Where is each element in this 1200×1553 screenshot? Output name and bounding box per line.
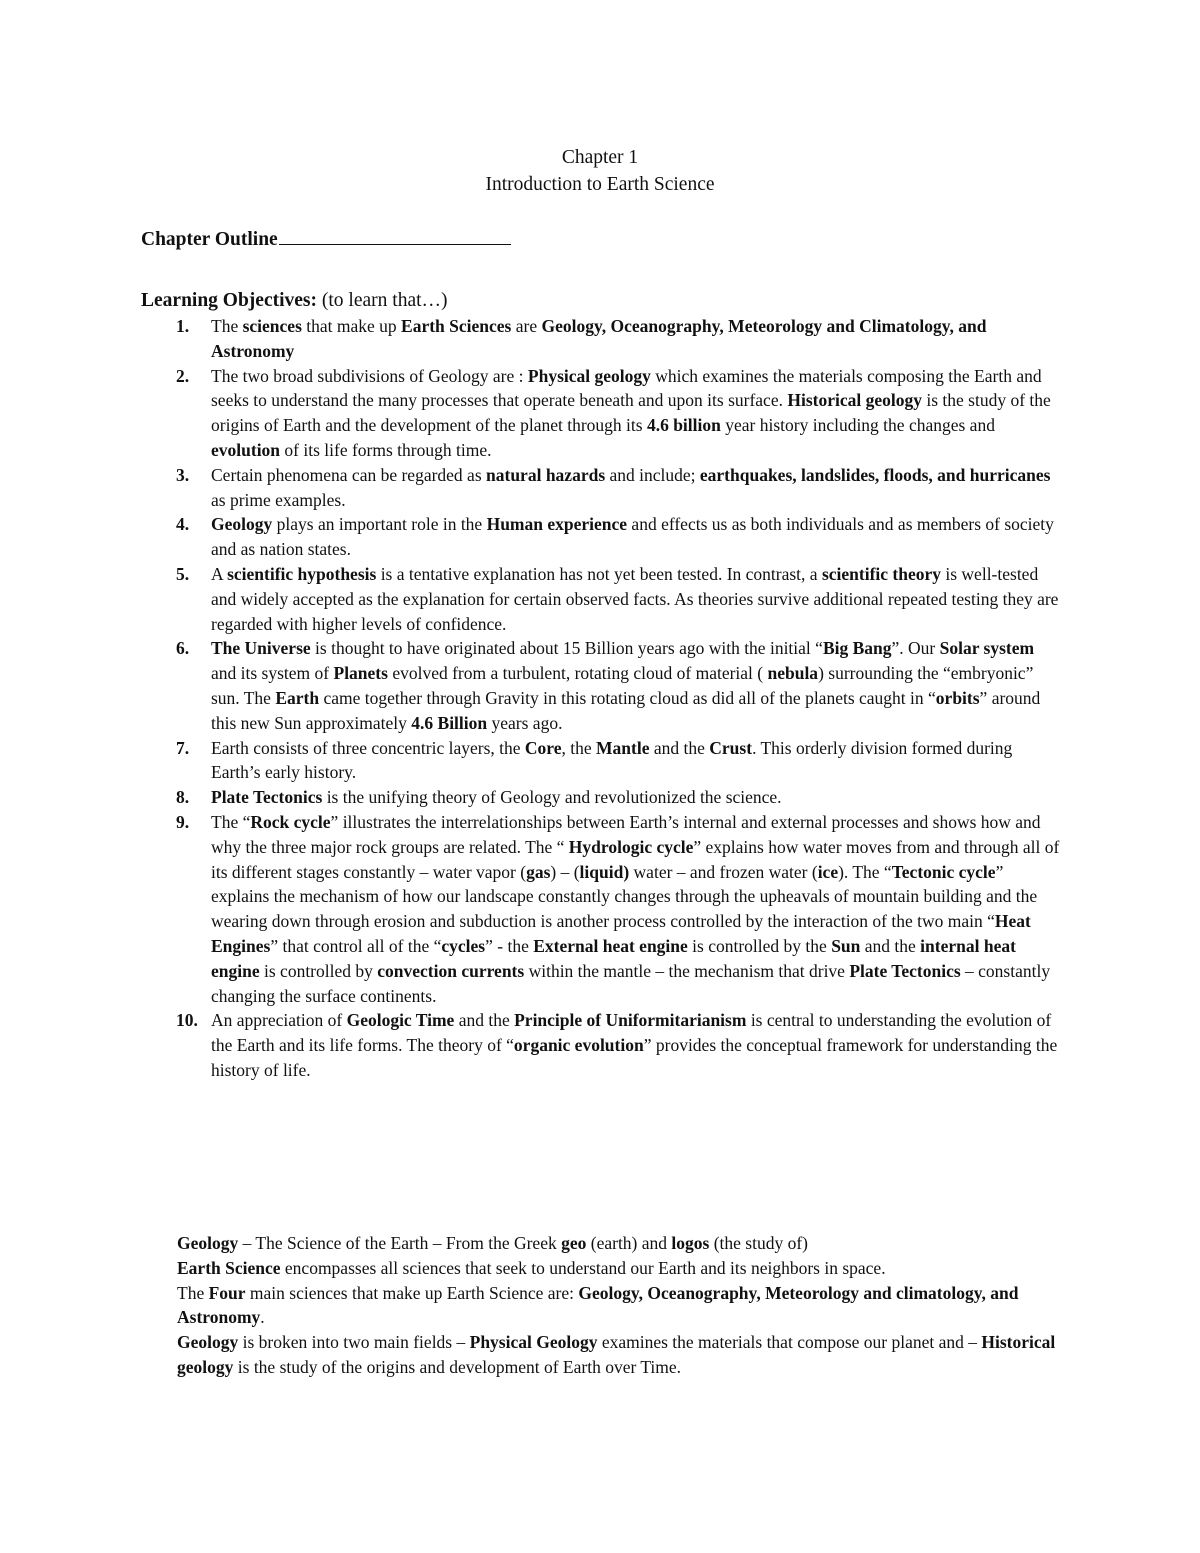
definition-line <box>177 1330 1067 1380</box>
objective-number: 9. <box>176 811 190 832</box>
objective-text: that make up <box>301 316 402 336</box>
objective-bold-term: scientific theory <box>821 563 941 584</box>
objective-text: is the study of the origins of Earth and the development of the planet through its <box>211 390 1051 436</box>
objective-number: 10. <box>176 1010 198 1031</box>
learning-objectives-list <box>0 314 1200 1083</box>
objective-number: 1. <box>176 316 190 336</box>
objective-item <box>0 736 1200 786</box>
objective-text: and the <box>860 935 921 956</box>
learning-objectives-heading <box>141 287 448 314</box>
objective-text: years ago. <box>487 712 563 733</box>
objective-bold-term: evolution <box>211 439 281 460</box>
definition-bold-term: geo <box>561 1233 587 1253</box>
objective-text: and effects us as both individuals and as members of society and as nation states. <box>211 514 1054 560</box>
objective-bold-term: natural hazards <box>486 464 606 485</box>
objective-text: ” that control all of the “ <box>270 935 442 956</box>
objective-text: is a tentative explanation has not yet been tested. In contrast, a <box>376 563 822 584</box>
definition-bold-term: Historical geology <box>177 1332 1056 1377</box>
objective-text: ). The “ <box>838 861 892 882</box>
objective-number: 6. <box>176 638 190 659</box>
definition-text: is the study of the origins and development of Earth over Time. <box>233 1356 682 1377</box>
definition-text: (earth) and <box>586 1233 672 1253</box>
objective-text: is well-tested and widely accepted as the explanation for certain observed facts. As theories survive additional repeated testing they are regarded with higher levels of confidence. <box>211 563 1059 634</box>
objective-text: Certain phenomena can be regarded as <box>211 464 487 485</box>
objective-text: which examines the materials composing the Earth and seeks to understand the many processes that operate beneath and upon its surface. <box>211 365 1042 411</box>
outline-underline-blank <box>279 224 511 245</box>
definition-bold-term: Four <box>208 1282 246 1303</box>
definition-text: – The Science of the Earth – From the Greek <box>238 1233 562 1253</box>
definition-text: is broken into two main fields – <box>238 1332 470 1353</box>
objective-text: ) surrounding the “embryonic” sun. The <box>211 663 1034 708</box>
objective-bold-term: Hydrologic cycle <box>568 836 694 857</box>
objective-bold-term: External heat engine <box>533 935 688 956</box>
objective-item <box>0 314 1200 364</box>
objective-bold-term: Geologic Time <box>346 1010 455 1031</box>
objective-item <box>0 785 1200 810</box>
objective-text: year history including the changes and <box>720 415 995 436</box>
objective-number: 3. <box>176 464 190 485</box>
objective-bold-term: 4.6 billion <box>646 415 721 436</box>
objective-bold-term: Rock cycle <box>250 811 331 832</box>
objective-text: as prime examples. <box>211 489 346 510</box>
objective-number: 2. <box>176 365 190 386</box>
objective-bold-term: Human experience <box>486 514 628 535</box>
objective-text: is controlled by the <box>687 935 832 956</box>
objective-text: The two broad subdivisions of Geology are : <box>211 365 528 386</box>
objective-item <box>0 1008 1200 1082</box>
objective-text: are <box>511 316 542 336</box>
definition-bold-term: logos <box>671 1233 710 1253</box>
definition-text: examines the materials that compose our planet and – <box>597 1332 982 1353</box>
objective-text: ) – ( <box>550 861 580 882</box>
definition-line <box>177 1231 1067 1256</box>
objective-bold-term: convection currents <box>377 960 525 981</box>
definition-line <box>177 1256 1067 1281</box>
definition-text: main sciences that make up Earth Science are: <box>245 1282 579 1303</box>
objective-bold-term: Earth Sciences <box>401 316 512 336</box>
definition-bold-term: Geology, Oceanography, Meteorology and climatology, and Astronomy <box>177 1282 1019 1328</box>
objective-number: 7. <box>176 737 190 758</box>
objective-bold-term: organic evolution <box>513 1035 644 1056</box>
objective-text: within the mantle – the mechanism that drive <box>524 960 850 981</box>
definition-line <box>177 1281 1067 1331</box>
objective-item <box>0 810 1200 1008</box>
objective-text: ” provides the conceptual framework for understanding the history of life. <box>211 1035 1058 1080</box>
definition-bold-term: Earth Science <box>177 1257 281 1278</box>
objective-bold-term: ice <box>817 861 839 882</box>
objective-bold-term: cycles <box>441 935 486 956</box>
objective-bold-term: Tectonic cycle <box>891 861 996 882</box>
chapter-number: Chapter 1 <box>561 147 639 168</box>
objective-text: and include; <box>605 464 700 485</box>
objective-item <box>0 636 1200 735</box>
objective-text: ” explains the mechanism of how our landscape constantly changes through the upheavals of mountain building and the wearing down through erosion and subduction is another process controlled by the interaction of the two main “ <box>211 861 1038 932</box>
objective-text: ” - the <box>485 935 534 956</box>
objective-bold-term: Heat Engines <box>211 911 1031 956</box>
objective-text: ” around this new Sun approximately <box>211 687 1041 733</box>
objective-bold-term: scientific hypothesis <box>227 563 377 584</box>
objective-text: of its life forms through time. <box>280 439 492 460</box>
objective-text: evolved from a turbulent, rotating cloud of material ( <box>387 663 768 684</box>
definition-bold-term: Physical Geology <box>469 1332 598 1353</box>
chapter-outline-label: Chapter Outline <box>141 229 278 250</box>
definitions-block <box>177 1231 1067 1380</box>
learning-objectives-subheading: (to learn that…) <box>321 290 448 311</box>
objective-bold-term: internal heat engine <box>211 935 1016 981</box>
objective-text: and its system of <box>211 663 334 684</box>
objective-text: ”. Our <box>891 638 940 659</box>
objective-number: 5. <box>176 563 190 584</box>
objective-bold-term: liquid) <box>579 861 630 882</box>
objective-text: A <box>211 563 228 584</box>
objective-text: water – and frozen water ( <box>629 861 818 882</box>
objective-bold-term: Planets <box>333 663 388 684</box>
objective-bold-term: Plate Tectonics <box>211 787 323 808</box>
objective-bold-term: Sun <box>831 935 861 956</box>
objective-text: ” illustrates the interrelationships between Earth’s internal and external processes and shows how and why the three major rock groups are related. The “ <box>211 811 1041 857</box>
objective-bold-term: Physical geology <box>527 365 651 386</box>
definition-text: The <box>177 1282 209 1303</box>
objective-bold-term: gas <box>526 861 551 882</box>
objective-number: 4. <box>176 514 190 535</box>
objective-bold-term: earthquakes, landslides, floods, and hurricanes <box>699 464 1051 485</box>
objective-text: ” explains how water moves from and through all of its different stages constantly – water vapor ( <box>211 836 1060 882</box>
objective-number: 8. <box>176 787 190 808</box>
objective-text: The “ <box>211 811 251 832</box>
objective-bold-term: Geology, Oceanography, Meteorology and Climatology, and Astronomy <box>211 316 987 361</box>
objective-bold-term: orbits <box>935 687 980 708</box>
objective-item <box>0 562 1200 636</box>
objective-bold-term: Crust <box>709 737 753 758</box>
objective-bold-term: 4.6 Billion <box>411 712 488 733</box>
definition-bold-term: Geology <box>177 1332 239 1353</box>
objective-bold-term: Geology <box>211 514 273 535</box>
objective-text: is the unifying theory of Geology and revolutionized the science. <box>322 787 782 808</box>
objective-text: and the <box>454 1010 515 1031</box>
chapter-outline-heading <box>141 224 511 253</box>
objective-text: plays an important role in the <box>272 514 487 535</box>
objective-bold-term: The Universe <box>211 638 311 659</box>
objective-bold-term: Plate Tectonics <box>849 960 961 981</box>
definition-text: (the study of) <box>709 1233 809 1253</box>
objective-text: The <box>211 316 243 336</box>
chapter-title: Introduction to Earth Science <box>485 174 715 195</box>
definition-text: encompasses all sciences that seek to understand our Earth and its neighbors in space. <box>280 1257 886 1278</box>
definition-bold-term: Geology <box>177 1233 239 1253</box>
objective-text: is thought to have originated about 15 Billion years ago with the initial “ <box>310 638 823 659</box>
learning-objectives-label: Learning Objectives: <box>141 290 318 311</box>
objective-bold-term: Earth <box>275 687 320 708</box>
objective-text: and the <box>649 737 710 758</box>
objective-bold-term: Mantle <box>596 737 650 758</box>
objective-bold-term: Solar system <box>939 638 1035 659</box>
objective-item <box>0 364 1200 463</box>
objective-text: is controlled by <box>259 960 378 981</box>
objective-bold-term: sciences <box>242 316 302 336</box>
objective-bold-term: nebula <box>767 663 819 684</box>
objective-text: came together through Gravity in this rotating cloud as did all of the planets caught in “ <box>319 687 936 708</box>
objective-bold-term: Big Bang <box>822 638 892 659</box>
objective-bold-term: Principle of Uniformitarianism <box>514 1010 747 1031</box>
objective-bold-term: Historical geology <box>787 390 922 411</box>
objective-item <box>0 512 1200 562</box>
objective-text: is central to understanding the evolution of the Earth and its life forms. The theory of “ <box>211 1010 1052 1056</box>
objective-item <box>0 463 1200 513</box>
objective-text: An appreciation of <box>211 1010 347 1031</box>
chapter-title-block <box>0 144 1200 198</box>
objective-text: Earth consists of three concentric layers, the <box>211 737 525 758</box>
objective-bold-term: Core <box>524 737 562 758</box>
definition-text: . <box>260 1307 265 1328</box>
objective-text: – constantly changing the surface continents. <box>211 960 1051 1006</box>
objective-text: . This orderly division formed during Earth’s early history. <box>211 737 1013 783</box>
objective-text: , the <box>561 737 597 758</box>
